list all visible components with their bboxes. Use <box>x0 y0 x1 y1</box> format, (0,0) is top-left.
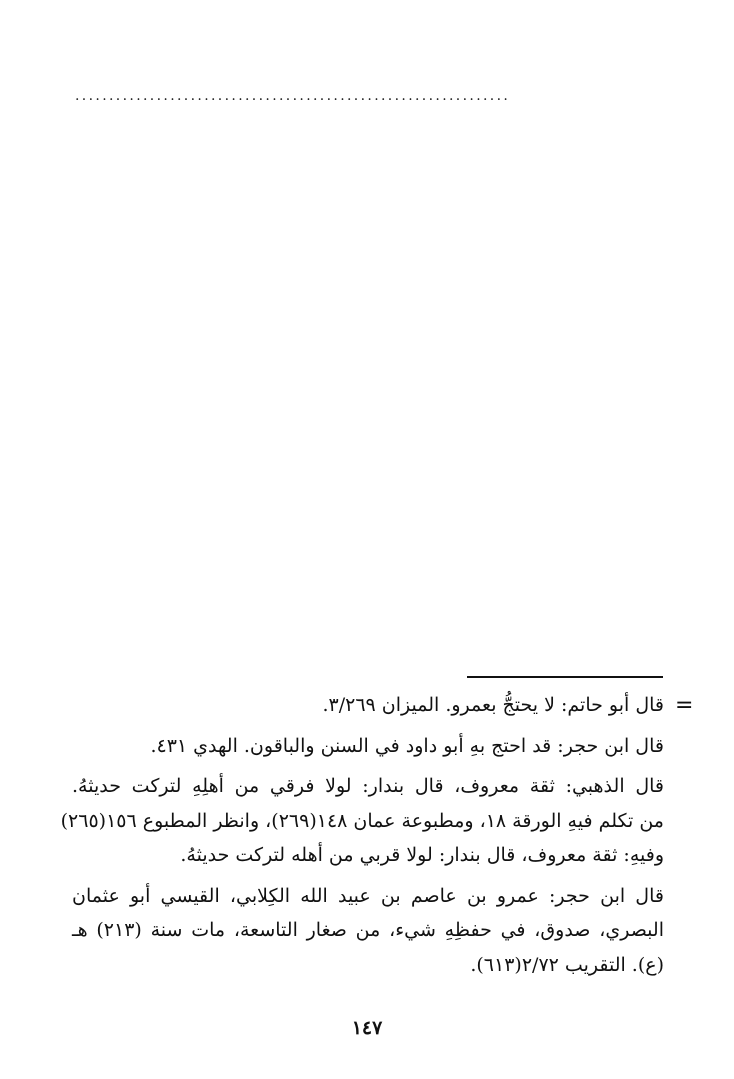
footnote-paragraph <box>72 729 664 764</box>
footnote-line: قال ابن حجر: قد احتج بهِ أبو داود في السنن والباقون. الهدي ٤٣١. <box>150 734 664 757</box>
page-number: ١٤٧ <box>351 1017 383 1039</box>
footnote-line: وفيهِ: ثقة معروف، قال بندار: لولا قربي من أهله لتركت حديثهُ. <box>180 844 664 866</box>
footnote-paragraph <box>60 769 664 873</box>
continuation-mark: = <box>675 693 694 718</box>
footnote-line: من تكلم فيهِ الورقة ١٨، ومطبوعة عمان ١٤٨(٢٦٩)، وانظر المطبوع ١٥٦(٢٦٥) <box>60 809 664 832</box>
dotted-separator: ................................................................ <box>75 88 511 104</box>
footnote-paragraph <box>72 879 664 983</box>
footnote-line: قال أبو حاتم: لا يحتجُّ بعمرو. الميزان ٣/٢٦٩. <box>322 694 664 716</box>
footnote-line: البصري، صدوق، في حفظِهِ شيء، من صغار التاسعة، مات سنة (٢١٣) هـ <box>72 919 664 941</box>
footnote-line: قال الذهبي: ثقة معروف، قال بندار: لولا فرقي من أهلِهِ لتركت حديثهُ. <box>72 775 664 797</box>
footnote-line: قال ابن حجر: عمرو بن عاصم بن عبيد الله الكِلابي، القيسي أبو عثمان <box>72 884 664 907</box>
footnote-line: (ع). التقريب ٢/٧٢(٦١٣). <box>470 953 664 976</box>
footnote-paragraph <box>72 688 664 723</box>
footnote-separator <box>467 676 663 678</box>
footnotes <box>60 688 664 982</box>
